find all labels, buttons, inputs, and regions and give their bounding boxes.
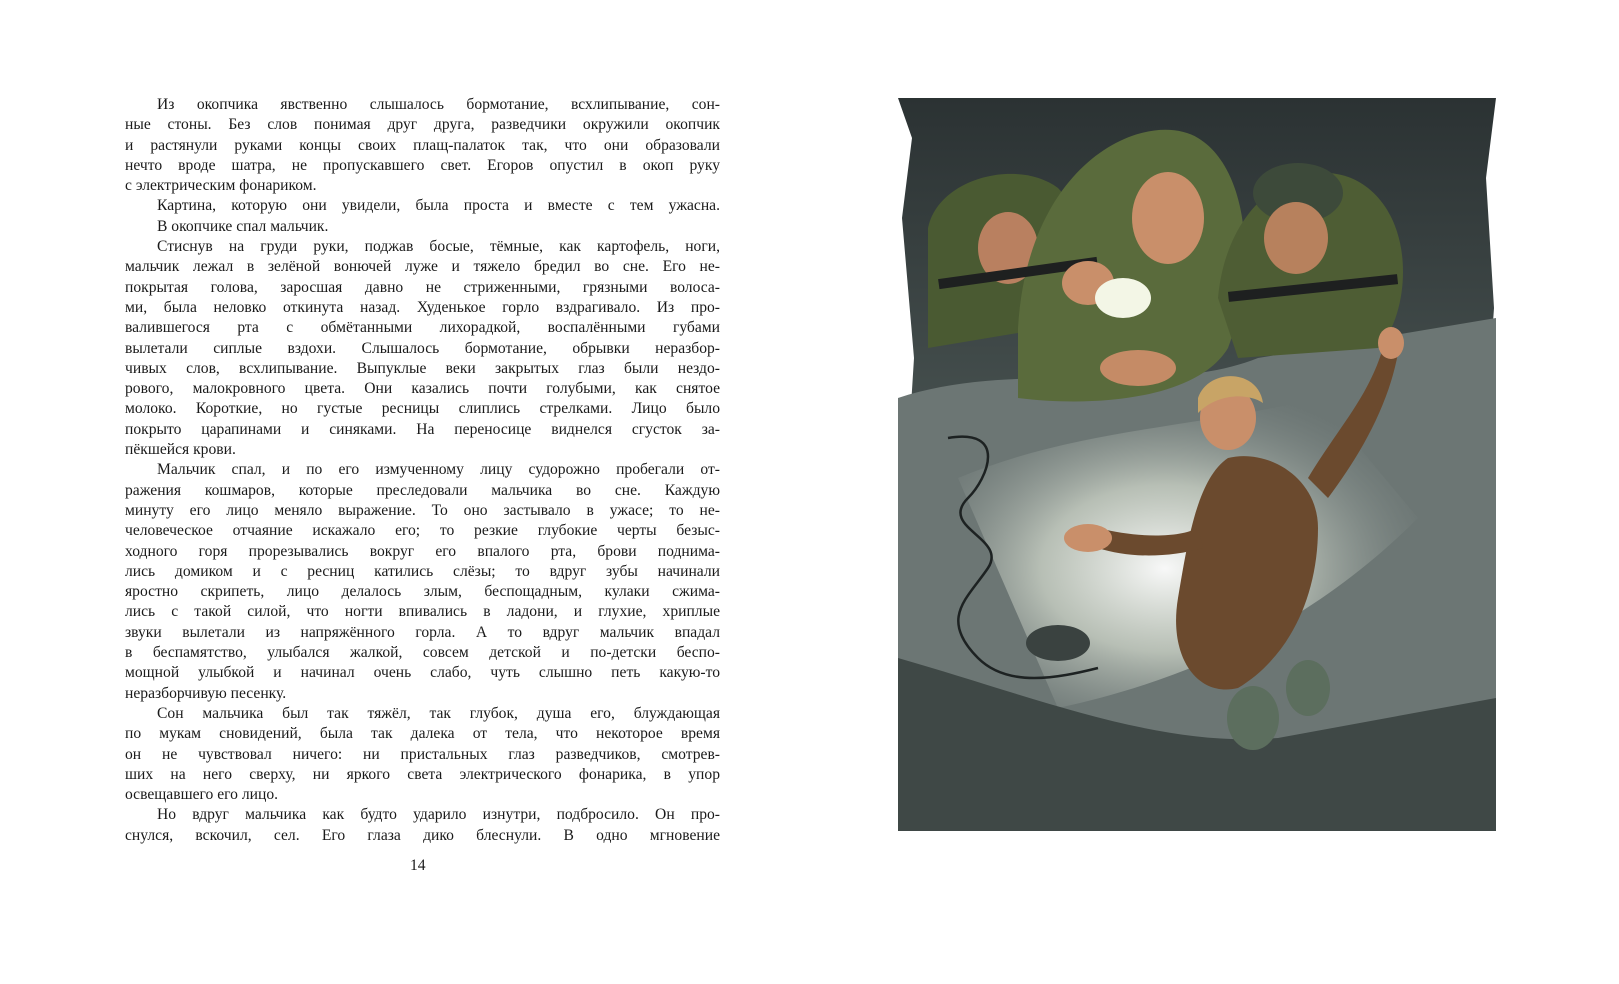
text-line: ми, была неловко откинута назад. Худенькое горло вздрагивало. Из про- [125, 298, 720, 316]
text-line: освещавшего его лицо. [125, 786, 279, 804]
text-line: покрыто царапинами и синяками. На переносице виднелся сгусток за- [125, 420, 720, 438]
body-text [125, 95, 720, 846]
soldier-right-face [1264, 202, 1328, 274]
text-line: минуту его лицо меняло выражение. То оно застывало в ужасе; то не- [125, 501, 720, 519]
helmet-on-ground [1026, 625, 1090, 661]
boy-raised-hand [1378, 327, 1404, 359]
text-line: чивых слов, всхлипывание. Выпуклые веки закрытых глаз были нездо- [125, 359, 720, 377]
flashlight-beam-source [1095, 278, 1151, 318]
text-line: В окопчике спал мальчик. [157, 217, 329, 235]
illustration-trench-scouts-boy [898, 98, 1496, 831]
text-line: ших на него сверху, ни яркого света электрического фонарика, в упор [125, 765, 720, 783]
text-line: яростно скрипеть, лицо делалось злым, беспощадным, кулаки сжима- [125, 583, 720, 601]
text-line: Мальчик спал, и по его измученному лицу судорожно пробегали от- [157, 461, 720, 479]
text-line: звуки вылетали из напряжённого горла. А то вдруг мальчик впадал [125, 623, 720, 641]
text-line: и растянули руками концы своих плащ-палаток так, что они образовали [125, 136, 720, 154]
text-line: неразборчивую песенку. [125, 684, 287, 702]
text-line: Из окопчика явственно слышалось бормотание, всхлипывание, сон- [157, 96, 720, 113]
text-line: он не чувствовал ничего: ни пристальных глаз разведчиков, смотрев- [125, 745, 720, 763]
text-line: ходного горя прорезывались вокруг его впалого рта, брови поднима- [125, 542, 720, 560]
boy-boot-right [1286, 660, 1330, 716]
boy-reaching-hand [1064, 524, 1112, 552]
text-line: рового, малокровного цвета. Они казались почти голубыми, как снятое [125, 380, 720, 398]
text-line: с электрическим фонариком. [125, 177, 317, 195]
soldier-center-face [1132, 172, 1204, 264]
text-line: по мукам сновидений, была так далека от тела, что некоторое время [125, 725, 720, 743]
text-line: в беспамятство, улыбался жалкой, совсем детской и по-детски беспо- [125, 644, 720, 662]
text-line: человеческое отчаяние искажало его; то резкие глубокие черты безыс- [125, 522, 720, 540]
text-line: вылетали сиплые вздохи. Слышалось бормотание, обрывки неразбор- [125, 339, 720, 357]
page-number: 14 [410, 857, 426, 874]
text-line: ражения кошмаров, которые преследовали мальчика во сне. Каждую [125, 481, 720, 499]
text-line: валившегося рта с обмётанными лихорадкой, воспалёнными губами [125, 319, 720, 337]
text-line: Картина, которую они увидели, была проста и вместе с тем ужасна. [157, 197, 720, 215]
text-line: мальчик лежал в зелёной вонючей луже и тяжело бредил во сне. Его не- [125, 258, 720, 276]
text-line: Но вдруг мальчика как будто ударило изнутри, подбросило. Он про- [157, 806, 720, 824]
boy-boot-left [1227, 686, 1279, 750]
text-line: лись с такой силой, что ногти впивались в ладони, и глухие, хриплые [125, 603, 720, 621]
text-line: мощной улыбкой и начинал очень слабо, чуть слышно петь какую-то [125, 664, 720, 682]
text-line: покрытая голова, заросшая давно не стриженными, грязными волоса- [125, 278, 720, 296]
text-line: ные стоны. Без слов понимая друг друга, разведчики окружили окопчик [125, 116, 720, 134]
text-line: снулся, вскочил, сел. Его глаза дико блеснули. В одно мгновение [125, 826, 720, 844]
text-line: Стиснув на груди руки, поджав босые, тёмные, как картофель, ноги, [157, 238, 720, 256]
text-line: лись домиком и с ресниц катились слёзы; то вдруг зубы начинали [125, 562, 720, 580]
left-page [0, 0, 800, 984]
text-line: Сон мальчика был так тяжёл, так глубок, душа его, блуждающая [157, 704, 720, 722]
text-line: молоко. Короткие, но густые ресницы слиплись стрелками. Лицо было [125, 400, 720, 418]
hand-on-edge [1100, 350, 1176, 386]
text-line: пёкшейся крови. [125, 441, 236, 459]
text-line: нечто вроде шатра, не пропускавшего свет. Егоров опустил в окоп руку [125, 156, 720, 174]
